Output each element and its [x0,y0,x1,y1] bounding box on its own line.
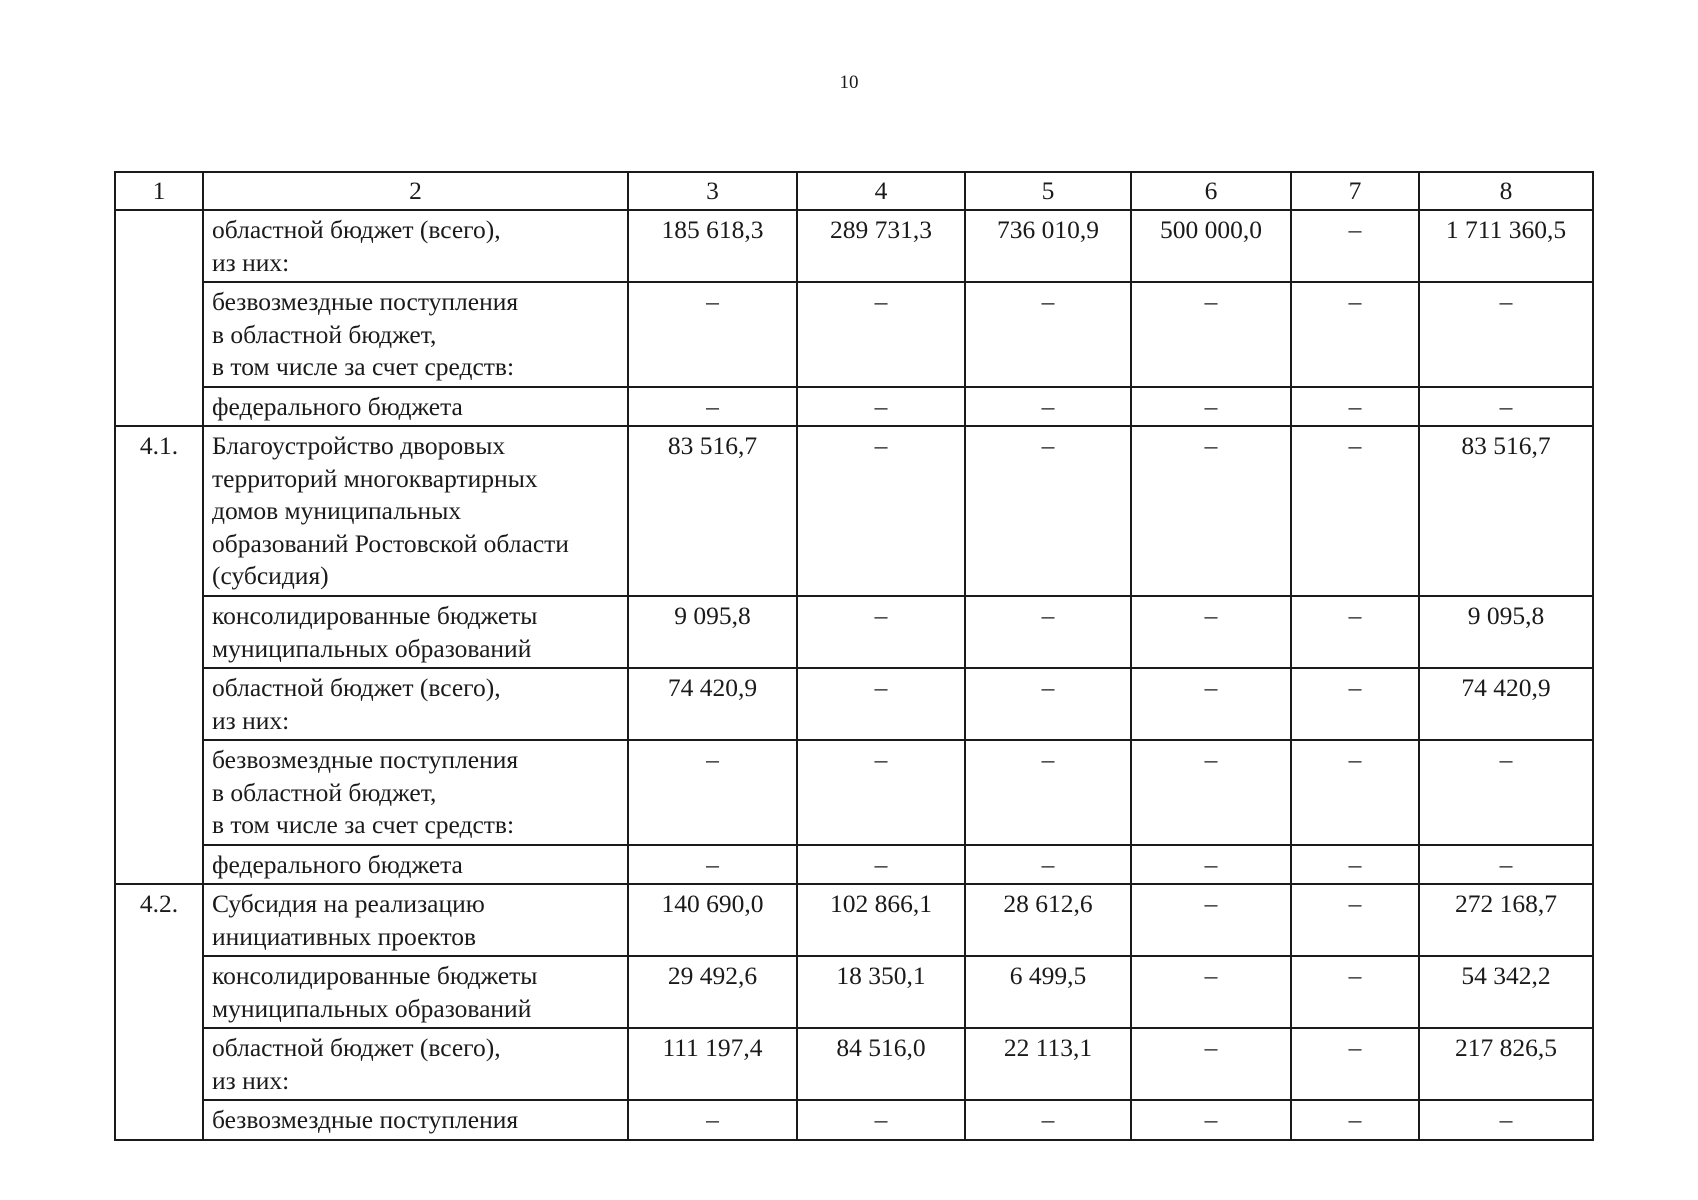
table-row [115,282,1593,387]
value-cell: – [965,596,1131,668]
row-label-cell [203,845,628,885]
value-cell: – [1131,426,1291,596]
column-number-header-row [115,172,1593,210]
row-label-cell [203,282,628,387]
table-row [115,956,1593,1028]
value-cell: 6 499,5 [965,956,1131,1028]
row-label: безвозмездные поступления в областной бюджет, в том числе за счет средств: [212,745,519,839]
value-cell: – [797,740,965,845]
value-cell: – [965,1100,1131,1140]
value-cell: – [628,387,797,427]
row-label-cell [203,596,628,668]
table-row [115,387,1593,427]
row-label-cell [203,1028,628,1100]
value-cell: 289 731,3 [797,210,965,282]
value-cell: – [797,282,965,387]
row-label: областной бюджет (всего), из них: [212,673,501,735]
row-label: федерального бюджета [212,849,463,879]
table-row [115,596,1593,668]
column-header: 4 [797,172,965,210]
item-number-cell: 4.1. [115,426,203,884]
value-cell: – [1291,845,1419,885]
column-header: 7 [1291,172,1419,210]
value-cell: – [1419,1100,1593,1140]
value-cell: – [1131,668,1291,740]
row-label-cell [203,210,628,282]
column-header: 2 [203,172,628,210]
row-label-cell [203,1100,628,1140]
value-cell: 22 113,1 [965,1028,1131,1100]
row-label: федерального бюджета [212,391,463,421]
value-cell: – [1291,387,1419,427]
value-cell: – [1131,596,1291,668]
value-cell: – [797,387,965,427]
table-row [115,1028,1593,1100]
row-label-cell [203,426,628,596]
value-cell: 83 516,7 [1419,426,1593,596]
value-cell: – [797,426,965,596]
column-header: 5 [965,172,1131,210]
value-cell: 736 010,9 [965,210,1131,282]
column-header: 3 [628,172,797,210]
value-cell: – [965,668,1131,740]
value-cell: – [1291,426,1419,596]
row-label: безвозмездные поступления [212,1105,519,1134]
value-cell: – [1131,956,1291,1028]
value-cell: – [797,845,965,885]
value-cell: 84 516,0 [797,1028,965,1100]
column-header: 6 [1131,172,1291,210]
table-row [115,845,1593,885]
value-cell: – [1291,956,1419,1028]
value-cell: – [965,426,1131,596]
budget-table [114,171,1594,1141]
value-cell: 28 612,6 [965,884,1131,956]
value-cell: – [1131,1028,1291,1100]
page-number: 10 [839,72,859,93]
value-cell: – [1291,596,1419,668]
table-row [115,668,1593,740]
value-cell: 9 095,8 [1419,596,1593,668]
value-cell: 18 350,1 [797,956,965,1028]
value-cell: – [1419,282,1593,387]
value-cell: – [797,1100,965,1140]
value-cell: – [965,740,1131,845]
value-cell: – [797,596,965,668]
value-cell: – [628,845,797,885]
value-cell: 185 618,3 [628,210,797,282]
value-cell: 272 168,7 [1419,884,1593,956]
row-label: областной бюджет (всего), из них: [212,215,501,277]
value-cell: – [1291,210,1419,282]
table-row [115,210,1593,282]
value-cell: – [1291,1028,1419,1100]
value-cell: 102 866,1 [797,884,965,956]
value-cell: – [1131,387,1291,427]
row-label-cell [203,740,628,845]
value-cell: – [1131,845,1291,885]
value-cell: 111 197,4 [628,1028,797,1100]
value-cell: 1 711 360,5 [1419,210,1593,282]
value-cell: – [1291,1100,1419,1140]
value-cell: 140 690,0 [628,884,797,956]
value-cell: 500 000,0 [1131,210,1291,282]
value-cell: – [965,845,1131,885]
value-cell: 74 420,9 [1419,668,1593,740]
item-number-cell [115,210,203,426]
value-cell: 9 095,8 [628,596,797,668]
column-header: 8 [1419,172,1593,210]
row-label: Субсидия на реализацию инициативных проектов [212,889,485,951]
value-cell: – [628,1100,797,1140]
value-cell: – [1131,740,1291,845]
value-cell: – [797,668,965,740]
value-cell: – [1131,1100,1291,1140]
value-cell: 54 342,2 [1419,956,1593,1028]
table-row [115,426,1593,596]
row-label-cell [203,387,628,427]
column-header: 1 [115,172,203,210]
value-cell: 29 492,6 [628,956,797,1028]
value-cell: 83 516,7 [628,426,797,596]
value-cell: 217 826,5 [1419,1028,1593,1100]
value-cell: – [1291,668,1419,740]
value-cell: – [1419,387,1593,427]
table-row [115,884,1593,956]
item-number-cell: 4.2. [115,884,203,1140]
value-cell: – [965,282,1131,387]
row-label: консолидированные бюджеты муниципальных образований [212,961,538,1023]
value-cell: – [628,282,797,387]
value-cell: – [1131,282,1291,387]
row-label: консолидированные бюджеты муниципальных образований [212,601,538,663]
row-label: Благоустройство дворовых территорий многоквартирных домов муниципальных образований Ростовской области (субсидия) [212,431,569,590]
value-cell: – [1291,740,1419,845]
table-row [115,740,1593,845]
value-cell: – [1131,884,1291,956]
row-label: областной бюджет (всего), из них: [212,1033,501,1095]
value-cell: – [1419,740,1593,845]
row-label-cell [203,884,628,956]
table-row [115,1100,1593,1140]
row-label-cell [203,956,628,1028]
value-cell: – [628,740,797,845]
row-label-cell [203,668,628,740]
value-cell: – [965,387,1131,427]
value-cell: 74 420,9 [628,668,797,740]
value-cell: – [1291,884,1419,956]
row-label: безвозмездные поступления в областной бюджет, в том числе за счет средств: [212,287,519,381]
value-cell: – [1291,282,1419,387]
value-cell: – [1419,845,1593,885]
